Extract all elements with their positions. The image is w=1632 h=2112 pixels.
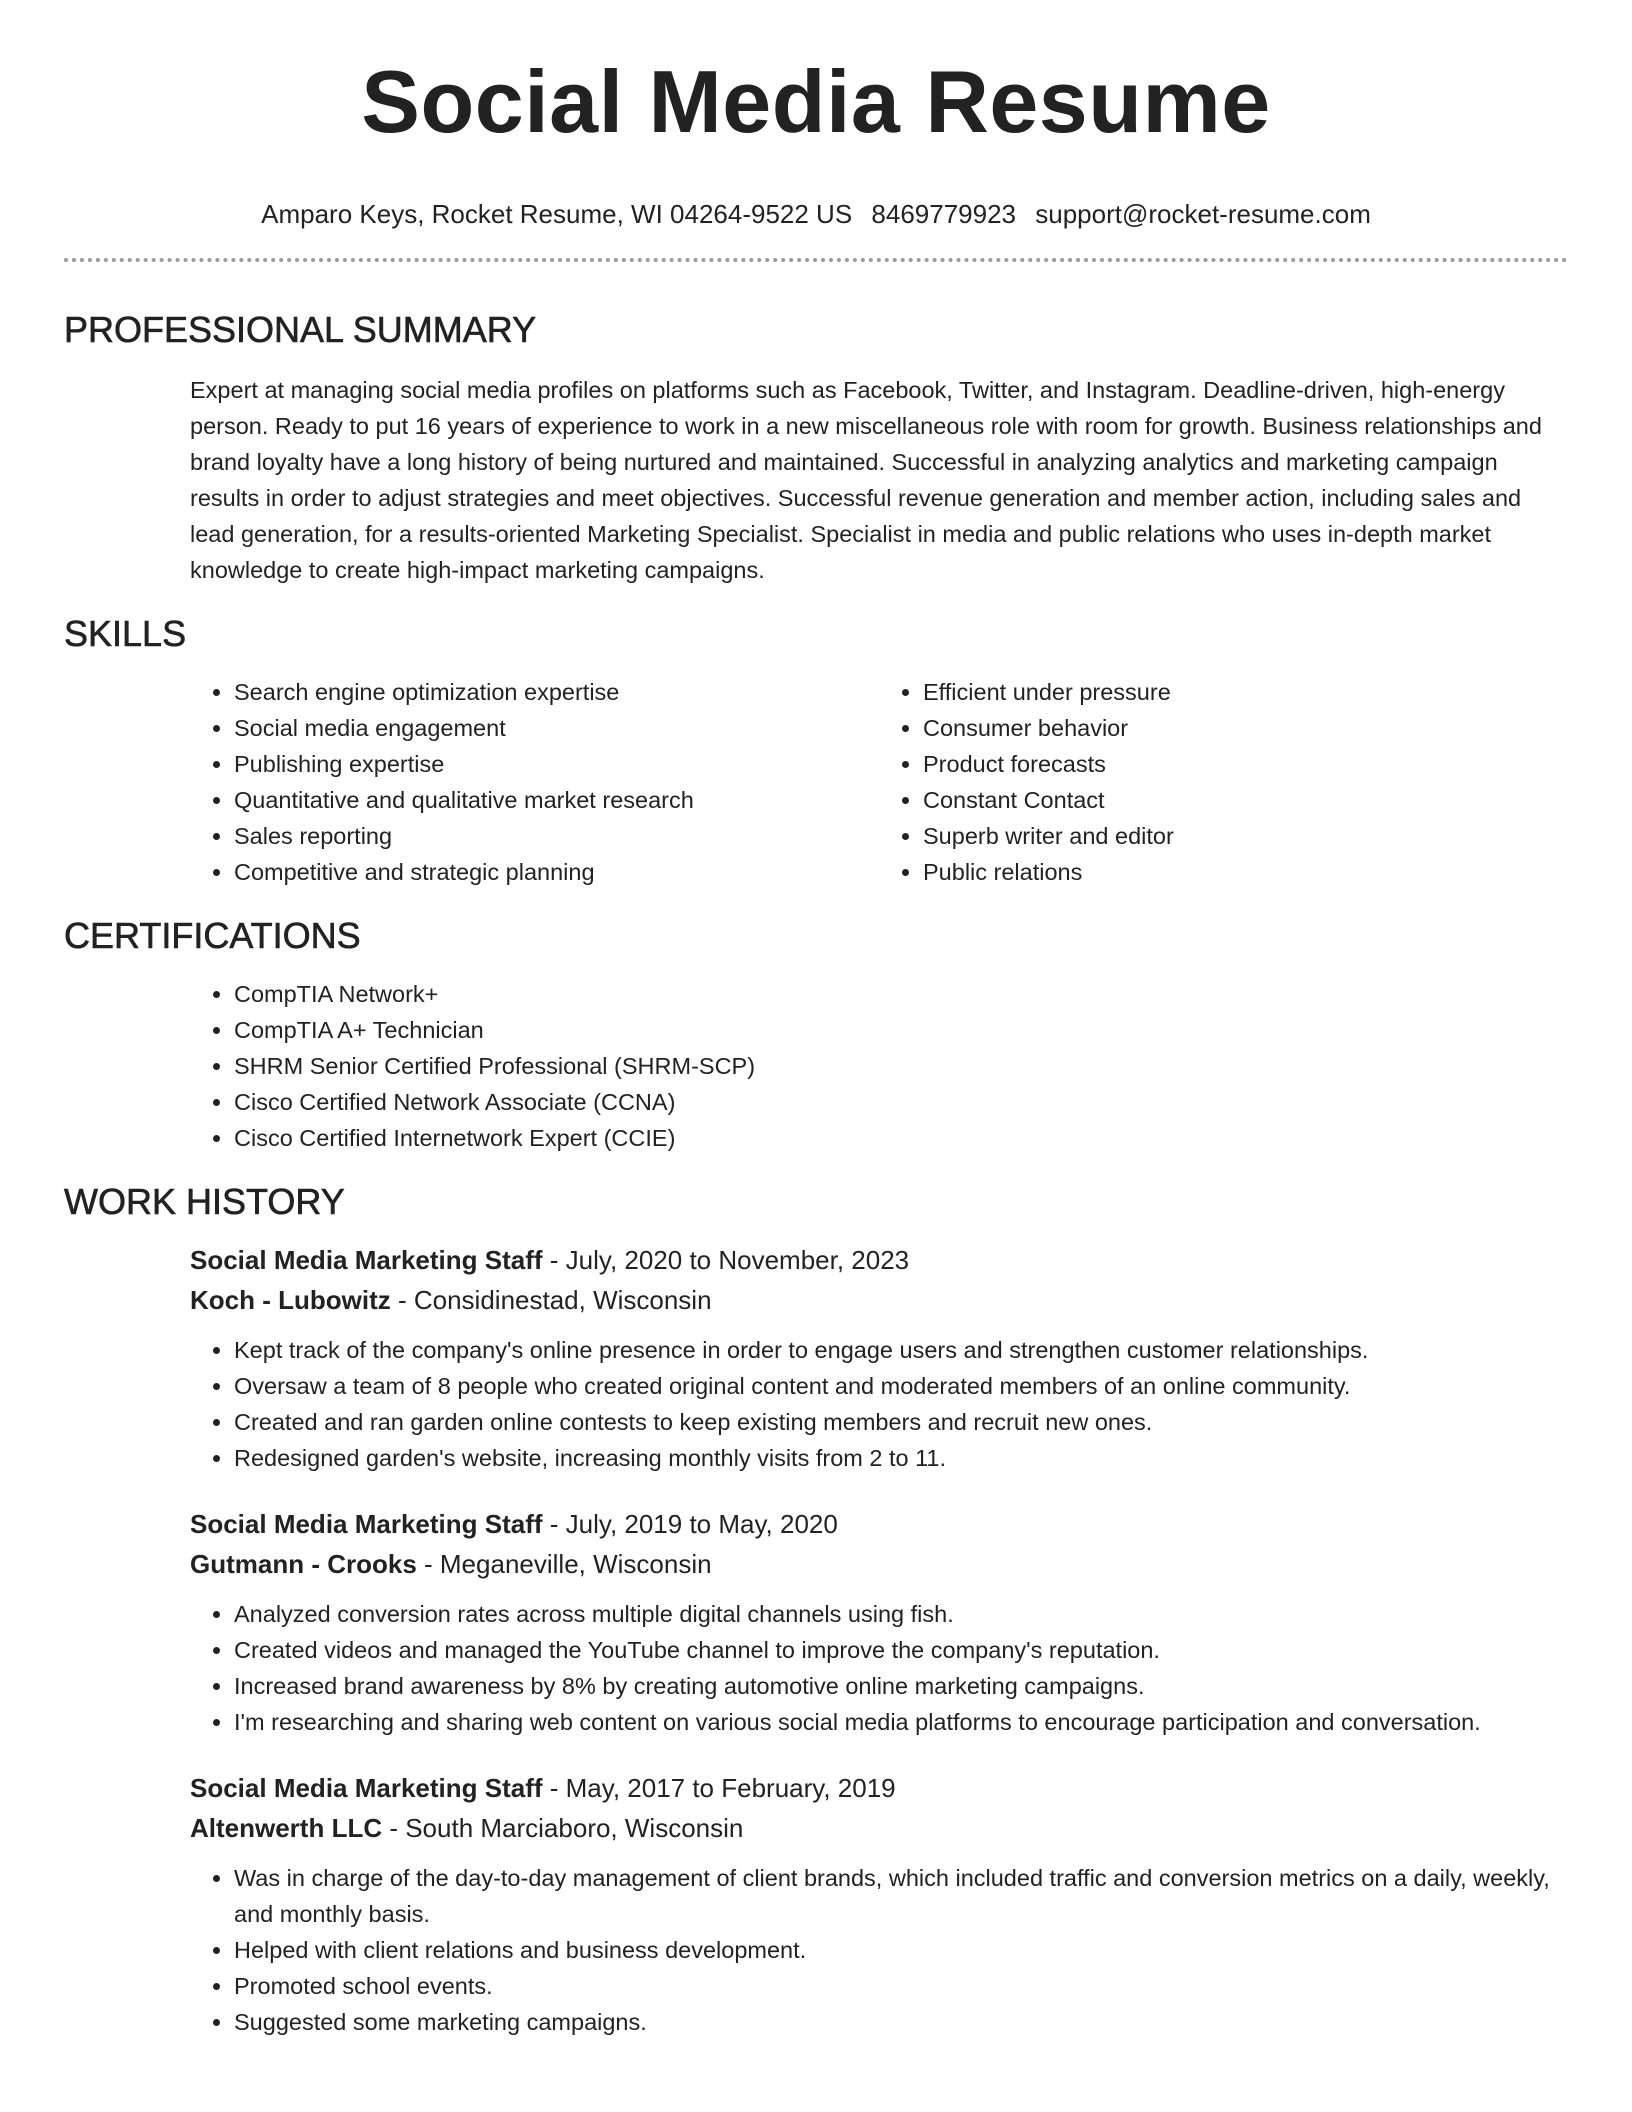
work-history-heading: WORK HISTORY	[64, 1181, 345, 1222]
job-bullet: • Kept track of the company's online presence in order to engage users and strengthen customer relationships.	[234, 1332, 1568, 1368]
skill-item: • Sales reporting	[234, 818, 879, 854]
skills-heading: SKILLS	[64, 613, 187, 654]
job-title: Social Media Marketing Staff	[190, 1245, 543, 1275]
skill-item: • Product forecasts	[923, 746, 1568, 782]
certifications-heading: CERTIFICATIONS	[64, 915, 361, 956]
certification-item: • CompTIA Network+	[234, 976, 1568, 1012]
job-entry	[190, 1504, 1568, 1740]
job-bullet: • Promoted school events.	[234, 1968, 1568, 2004]
job-title-line	[190, 1768, 1568, 1808]
summary-section	[190, 372, 1568, 588]
skill-item: • Publishing expertise	[234, 746, 879, 782]
job-bullets	[190, 1596, 1568, 1740]
job-title-line	[190, 1240, 1568, 1280]
summary-text: Expert at managing social media profiles on platforms such as Facebook, Twitter, and Instagram. Deadline-driven, high-energy person. Ready to put 16 years of experience to work in a new miscellaneous role with room for growth. Business relationships and brand loyalty have a long history of being nurtured and maintained. Successful in analyzing analytics and marketing campaign results in order to adjust strategies and meet objectives. Successful revenue generation and member action, including sales and lead generation, for a results-oriented Marketing Specialist. Specialist in media and public relations who uses in-depth market knowledge to create high-impact marketing campaigns.	[190, 377, 1542, 583]
skill-item: • Constant Contact	[923, 782, 1568, 818]
job-bullet: • Was in charge of the day-to-day management of client brands, which included traffic and conversion metrics on a daily, weekly, and monthly basis.	[234, 1860, 1568, 1932]
certification-item: • SHRM Senior Certified Professional (SHRM-SCP)	[234, 1048, 1568, 1084]
job-company-line	[190, 1808, 1568, 1848]
header-divider	[64, 258, 1568, 262]
job-bullet: • Suggested some marketing campaigns.	[234, 2004, 1568, 2040]
contact-phone: 8469779923	[871, 199, 1017, 229]
contact-address: Amparo Keys, Rocket Resume, WI 04264-9522 US	[261, 199, 853, 229]
certification-item: • CompTIA A+ Technician	[234, 1012, 1568, 1048]
certifications-section	[190, 976, 1568, 1156]
skill-item: • Consumer behavior	[923, 710, 1568, 746]
job-entry	[190, 1240, 1568, 1476]
job-company-line	[190, 1544, 1568, 1584]
certification-item: • Cisco Certified Network Associate (CCNA)	[234, 1084, 1568, 1120]
job-company: Altenwerth LLC	[190, 1813, 383, 1843]
job-bullet: • Oversaw a team of 8 people who created original content and moderated members of an online community.	[234, 1368, 1568, 1404]
skill-item: • Competitive and strategic planning	[234, 854, 879, 890]
job-location: - South Marciaboro, Wisconsin	[382, 1813, 744, 1843]
certifications-list	[190, 976, 1568, 1156]
job-dates: - May, 2017 to February, 2019	[542, 1773, 896, 1803]
job-title: Social Media Marketing Staff	[190, 1773, 543, 1803]
skills-section	[190, 674, 1568, 890]
job-bullet: • I'm researching and sharing web content on various social media platforms to encourage participation and conversation.	[234, 1704, 1568, 1740]
job-location: - Considinestad, Wisconsin	[390, 1285, 712, 1315]
job-location: - Meganeville, Wisconsin	[416, 1549, 712, 1579]
contact-line	[64, 198, 1568, 230]
skill-item: • Efficient under pressure	[923, 674, 1568, 710]
skill-item: • Public relations	[923, 854, 1568, 890]
job-bullet: • Analyzed conversion rates across multiple digital channels using fish.	[234, 1596, 1568, 1632]
job-dates: - July, 2020 to November, 2023	[542, 1245, 910, 1275]
skill-item: • Superb writer and editor	[923, 818, 1568, 854]
skills-list-left	[190, 674, 879, 890]
job-company-line	[190, 1280, 1568, 1320]
job-bullet: • Created and ran garden online contests to keep existing members and recruit new ones.	[234, 1404, 1568, 1440]
job-bullets	[190, 1860, 1568, 2040]
skill-item: • Social media engagement	[234, 710, 879, 746]
job-bullets	[190, 1332, 1568, 1476]
skills-list-right	[879, 674, 1568, 890]
job-title: Social Media Marketing Staff	[190, 1509, 543, 1539]
job-dates: - July, 2019 to May, 2020	[542, 1509, 838, 1539]
job-bullet: • Increased brand awareness by 8% by creating automotive online marketing campaigns.	[234, 1668, 1568, 1704]
job-entry	[190, 1768, 1568, 2040]
job-bullet: • Redesigned garden's website, increasing monthly visits from 2 to 11.	[234, 1440, 1568, 1476]
skill-item: • Search engine optimization expertise	[234, 674, 879, 710]
job-company: Gutmann - Crooks	[190, 1549, 417, 1579]
summary-heading: PROFESSIONAL SUMMARY	[64, 309, 537, 350]
skill-item: • Quantitative and qualitative market research	[234, 782, 879, 818]
job-title-line	[190, 1504, 1568, 1544]
job-bullet: • Created videos and managed the YouTube channel to improve the company's reputation.	[234, 1632, 1568, 1668]
job-bullet: • Helped with client relations and business development.	[234, 1932, 1568, 1968]
job-company: Koch - Lubowitz	[190, 1285, 391, 1315]
page-title: Social Media Resume	[361, 52, 1271, 151]
contact-email: support@rocket-resume.com	[1035, 199, 1371, 229]
certification-item: • Cisco Certified Internetwork Expert (CCIE)	[234, 1120, 1568, 1156]
